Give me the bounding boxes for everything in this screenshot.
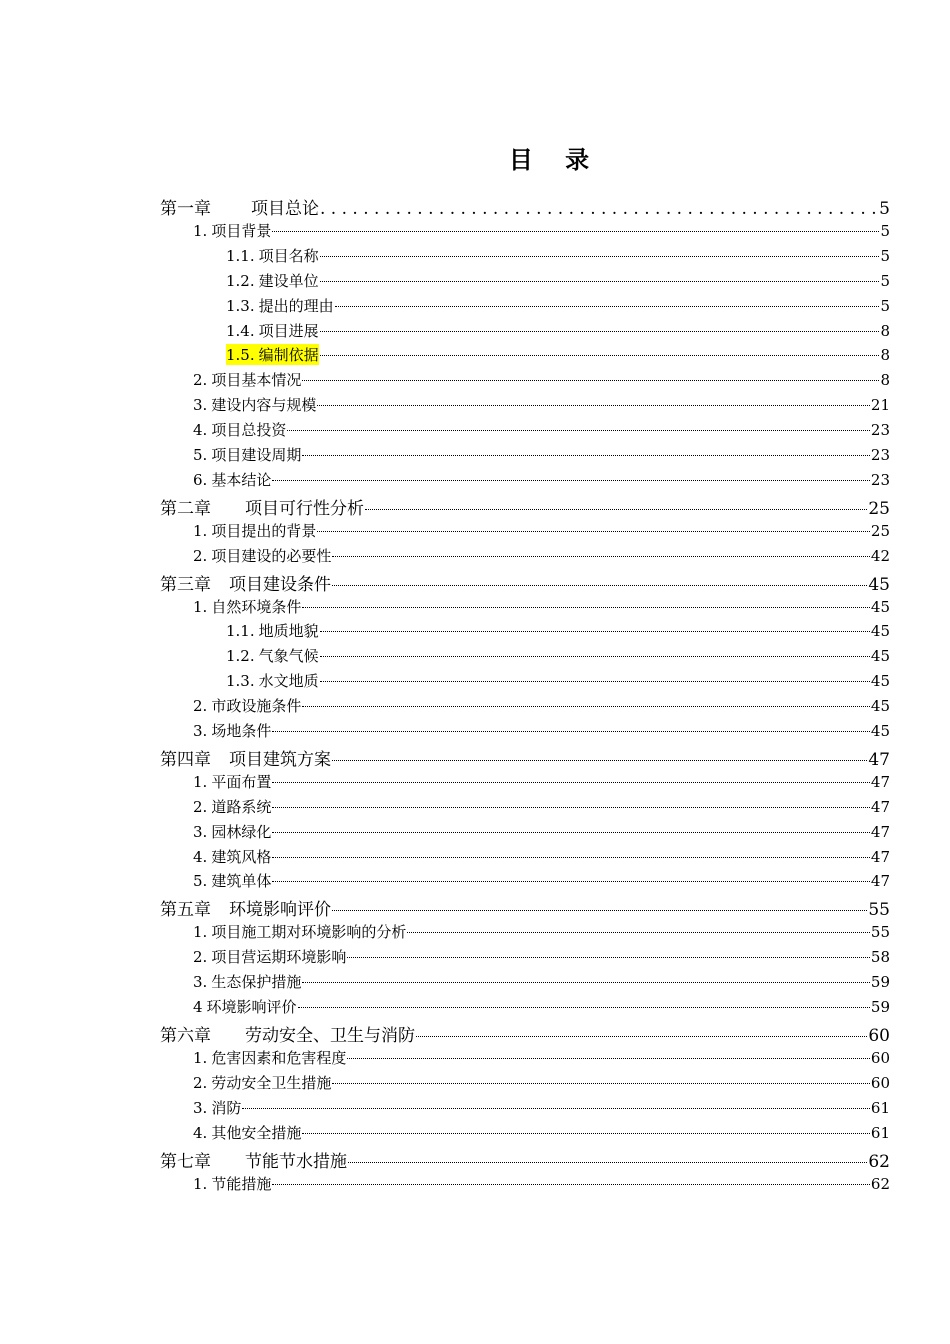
dot-leader bbox=[320, 281, 880, 282]
dot-leader bbox=[302, 1133, 870, 1134]
toc-entry-page-number: 59 bbox=[870, 973, 890, 992]
toc-entry-number: 1. bbox=[193, 1048, 208, 1067]
toc-entry-page-number: 59 bbox=[870, 998, 890, 1017]
toc-entry-page-number: 8 bbox=[880, 346, 890, 365]
toc-entry-title: 消防 bbox=[211, 1098, 242, 1117]
toc-entry-title: 基本结论 bbox=[211, 470, 272, 489]
toc-entry[interactable] bbox=[160, 1021, 890, 1047]
dot-leader bbox=[317, 405, 870, 406]
toc-entry[interactable] bbox=[160, 745, 890, 771]
toc-entry[interactable] bbox=[160, 771, 890, 796]
toc-entry-page-number: 47 bbox=[870, 797, 890, 816]
toc-entry-number: 1.3. bbox=[226, 296, 255, 315]
toc-entry-number: 1.5. bbox=[226, 346, 255, 365]
toc-entry-page-number: 60 bbox=[870, 1048, 890, 1067]
toc-entry[interactable] bbox=[160, 895, 890, 921]
toc-entry-number: 5. bbox=[193, 872, 208, 891]
toc-entry-title: 项目名称 bbox=[258, 246, 319, 265]
toc-entry-title: 提出的理由 bbox=[258, 296, 334, 315]
toc-entry-title: 道路系统 bbox=[211, 797, 272, 816]
toc-entry-label bbox=[193, 946, 346, 967]
toc-entry-label bbox=[226, 645, 319, 666]
dot-leader bbox=[416, 1036, 867, 1037]
toc-entry[interactable] bbox=[160, 695, 890, 720]
dot-leader bbox=[317, 531, 870, 532]
toc-entry-label bbox=[193, 796, 271, 817]
toc-entry-label bbox=[193, 695, 301, 716]
toc-entry-page-number: 60 bbox=[870, 1073, 890, 1092]
toc-entry-label bbox=[226, 344, 319, 365]
toc-entry-label bbox=[160, 1147, 347, 1172]
toc-entry[interactable] bbox=[160, 596, 890, 621]
toc-entry-label bbox=[193, 596, 301, 617]
toc-entry[interactable] bbox=[160, 570, 890, 596]
toc-entry-title: 地质地貌 bbox=[258, 622, 319, 641]
toc-entry-title: 项目可行性分析 bbox=[245, 498, 364, 519]
dot-leader bbox=[272, 807, 870, 808]
toc-entry[interactable] bbox=[160, 394, 890, 419]
toc-entry-number: 1.2. bbox=[226, 647, 255, 666]
toc-entry[interactable] bbox=[160, 220, 890, 245]
toc-entry-title: 园林绿化 bbox=[211, 822, 272, 841]
toc-entry-label bbox=[193, 870, 271, 891]
dot-leader bbox=[335, 306, 880, 307]
toc-entry-number: 1. bbox=[193, 222, 208, 240]
dot-leader bbox=[332, 910, 867, 911]
toc-entry-title: 建筑风格 bbox=[211, 847, 272, 866]
toc-entry-label bbox=[226, 620, 319, 641]
toc-entry[interactable] bbox=[160, 245, 890, 270]
toc-entry-label bbox=[160, 570, 331, 595]
toc-entry-page-number: 21 bbox=[870, 396, 890, 415]
toc-entry-label bbox=[193, 469, 271, 490]
dot-leader bbox=[407, 932, 870, 933]
toc-entry[interactable] bbox=[160, 670, 890, 695]
toc-entry-number: 3. bbox=[193, 973, 208, 992]
toc-entry-page-number: 47 bbox=[870, 822, 890, 841]
dot-leader bbox=[272, 731, 870, 732]
toc-entry-title: 建设单位 bbox=[258, 271, 319, 290]
toc-entry-number: 1. bbox=[193, 597, 208, 616]
toc-entry-number: 1. bbox=[193, 521, 208, 540]
toc-entry-page-number: 25 bbox=[870, 521, 890, 540]
dot-leader bbox=[272, 480, 870, 481]
toc-entry-label bbox=[226, 245, 319, 266]
toc-entry[interactable] bbox=[160, 645, 890, 670]
dot-leader bbox=[332, 585, 867, 586]
dot-leader bbox=[320, 355, 880, 356]
toc-entry-page-number: 61 bbox=[870, 1123, 890, 1142]
toc-entry-page-number: 5 bbox=[880, 296, 890, 315]
toc-entry-page-number: 47 bbox=[870, 847, 890, 866]
toc-entry-page-number: 8 bbox=[880, 321, 890, 340]
toc-entry-title: 其他安全措施 bbox=[211, 1123, 302, 1142]
toc-entry-number: 2. bbox=[193, 797, 208, 816]
toc-entry-page-number: 23 bbox=[870, 421, 890, 440]
toc-entry-label bbox=[226, 670, 319, 691]
toc-entry-title: 项目建设的必要性 bbox=[211, 546, 332, 565]
toc-entry-number: 1. bbox=[193, 772, 208, 791]
toc-entry[interactable] bbox=[160, 971, 890, 996]
toc-entry[interactable] bbox=[160, 1072, 890, 1097]
toc-entry-page-number: 45 bbox=[870, 697, 890, 716]
toc-entry-number: 2. bbox=[193, 948, 208, 967]
toc-entry-page-number: 45 bbox=[870, 672, 890, 691]
dot-leader bbox=[272, 857, 870, 858]
toc-entry[interactable] bbox=[160, 821, 890, 846]
toc-entry-page-number: 5 bbox=[880, 222, 890, 240]
toc-entry[interactable] bbox=[160, 344, 890, 369]
toc-entry-number: 3. bbox=[193, 396, 208, 415]
toc-entry-label bbox=[193, 1122, 301, 1143]
toc-entry-page-number: 61 bbox=[870, 1098, 890, 1117]
toc-entry-title: 自然环境条件 bbox=[211, 597, 302, 616]
toc-entry-title: 节能节水措施 bbox=[245, 1151, 347, 1172]
toc-entry-page-number: 45 bbox=[870, 622, 890, 641]
toc-entry-title: 项目提出的背景 bbox=[211, 521, 317, 540]
toc-entry-label bbox=[193, 520, 316, 541]
toc-entry-label bbox=[160, 745, 331, 770]
dot-leader bbox=[320, 199, 878, 219]
toc-entry-label bbox=[193, 720, 271, 741]
toc-entry-title: 平面布置 bbox=[211, 772, 272, 791]
toc-entry-number: 2. bbox=[193, 371, 208, 390]
toc-entry-page-number: 45 bbox=[870, 647, 890, 666]
dot-leader bbox=[320, 681, 870, 682]
toc-entry[interactable] bbox=[160, 1047, 890, 1072]
toc-entry-title: 项目进展 bbox=[258, 321, 319, 340]
dot-leader bbox=[347, 957, 870, 958]
toc-entry[interactable] bbox=[160, 921, 890, 946]
toc-entry[interactable] bbox=[160, 1122, 890, 1147]
toc-entry-label bbox=[193, 444, 301, 465]
toc-entry-title: 项目建设条件 bbox=[229, 574, 331, 595]
dot-leader bbox=[347, 1058, 870, 1059]
toc-entry-number: 第七章 bbox=[160, 1151, 211, 1172]
toc-entry-label bbox=[160, 1021, 415, 1046]
toc-entry-page-number: 55 bbox=[868, 900, 890, 921]
toc-entry-title: 项目总投资 bbox=[211, 421, 287, 440]
toc-entry-label bbox=[226, 320, 319, 341]
toc-entry-label bbox=[193, 846, 271, 867]
toc-entry-page-number: 5 bbox=[879, 199, 890, 219]
dot-leader bbox=[302, 607, 870, 608]
toc-entry-title: 环境影响评价 bbox=[206, 998, 297, 1017]
dot-leader bbox=[272, 832, 870, 833]
dot-leader bbox=[302, 380, 879, 381]
toc-entry[interactable] bbox=[160, 369, 890, 394]
dot-leader bbox=[302, 455, 870, 456]
toc-entry-page-number: 47 bbox=[870, 772, 890, 791]
dot-leader bbox=[320, 256, 880, 257]
toc-entry-page-number: 47 bbox=[870, 872, 890, 891]
toc-entry[interactable] bbox=[160, 270, 890, 295]
toc-entry-title: 项目建筑方案 bbox=[229, 749, 331, 770]
toc-entry[interactable] bbox=[160, 796, 890, 821]
dot-leader bbox=[365, 509, 867, 510]
dot-leader bbox=[272, 1184, 870, 1185]
toc-entry[interactable] bbox=[160, 620, 890, 645]
toc-entry-title: 节能措施 bbox=[211, 1174, 272, 1193]
toc-entry-label bbox=[193, 394, 316, 415]
toc-entry[interactable] bbox=[160, 545, 890, 570]
toc-entry-page-number: 45 bbox=[870, 722, 890, 741]
toc-entry-title: 气象气候 bbox=[258, 647, 319, 666]
toc-entry-title: 建筑单体 bbox=[211, 872, 272, 891]
toc-entry-number: 第五章 bbox=[160, 900, 211, 921]
toc-entry-number: 3. bbox=[193, 1098, 208, 1117]
toc-entry[interactable] bbox=[160, 194, 890, 220]
toc-entry-label bbox=[193, 1047, 346, 1068]
toc-entry[interactable] bbox=[160, 870, 890, 895]
toc-entry[interactable] bbox=[160, 520, 890, 545]
toc-entry-label bbox=[193, 1173, 271, 1194]
toc-entry-title: 场地条件 bbox=[211, 722, 272, 741]
toc-entry-number: 第六章 bbox=[160, 1025, 211, 1046]
toc-entry-label bbox=[193, 771, 271, 792]
toc-entry-page-number: 5 bbox=[880, 271, 890, 290]
toc-entry-label bbox=[193, 545, 331, 566]
toc-entry-number: 1.4. bbox=[226, 321, 255, 340]
toc-entry-page-number: 45 bbox=[870, 597, 890, 616]
toc-entry-number: 6. bbox=[193, 470, 208, 489]
toc-entry[interactable] bbox=[160, 1147, 890, 1173]
dot-leader bbox=[272, 881, 870, 882]
toc-entry-page-number: 25 bbox=[868, 498, 890, 519]
toc-entry-title: 项目背景 bbox=[211, 222, 272, 240]
table-of-contents bbox=[160, 194, 890, 1197]
toc-entry-page-number: 42 bbox=[870, 546, 890, 565]
toc-entry[interactable] bbox=[160, 720, 890, 745]
toc-entry-number: 2. bbox=[193, 1073, 208, 1092]
dot-leader bbox=[320, 631, 870, 632]
toc-entry-number: 第三章 bbox=[160, 574, 211, 595]
toc-entry-title: 环境影响评价 bbox=[229, 900, 331, 921]
dot-leader bbox=[332, 556, 870, 557]
toc-entry-label bbox=[193, 419, 286, 440]
dot-leader bbox=[272, 231, 879, 232]
toc-entry-number: 1.1. bbox=[226, 246, 255, 265]
toc-entry-number: 1. bbox=[193, 1174, 208, 1193]
dot-leader bbox=[332, 1083, 870, 1084]
toc-entry-page-number: 45 bbox=[868, 574, 890, 595]
toc-entry-title: 劳动安全、卫生与消防 bbox=[245, 1025, 415, 1046]
toc-entry[interactable] bbox=[160, 444, 890, 469]
toc-entry[interactable] bbox=[160, 320, 890, 345]
dot-leader bbox=[302, 982, 870, 983]
toc-entry-number: 2. bbox=[193, 546, 208, 565]
toc-entry[interactable] bbox=[160, 469, 890, 494]
toc-entry-title: 水文地质 bbox=[258, 672, 319, 691]
toc-entry-title: 劳动安全卫生措施 bbox=[211, 1073, 332, 1092]
toc-entry-title: 建设内容与规模 bbox=[211, 396, 317, 415]
toc-entry-number: 4. bbox=[193, 421, 208, 440]
dot-leader bbox=[302, 706, 870, 707]
toc-entry-page-number: 58 bbox=[870, 948, 890, 967]
toc-entry-page-number: 55 bbox=[870, 923, 890, 942]
dot-leader bbox=[320, 656, 870, 657]
toc-entry-label bbox=[193, 821, 271, 842]
dot-leader bbox=[298, 1007, 870, 1008]
toc-entry-number: 2. bbox=[193, 697, 208, 716]
toc-entry-title: 项目基本情况 bbox=[211, 371, 302, 390]
toc-entry-label bbox=[193, 971, 301, 992]
toc-entry-number: 第二章 bbox=[160, 498, 211, 519]
toc-entry-page-number: 60 bbox=[868, 1025, 890, 1046]
toc-entry-label bbox=[193, 220, 271, 241]
toc-entry[interactable] bbox=[160, 419, 890, 444]
dot-leader bbox=[272, 782, 870, 783]
toc-entry-number: 4. bbox=[193, 1123, 208, 1142]
dot-leader bbox=[332, 760, 867, 761]
toc-entry-page-number: 62 bbox=[870, 1174, 890, 1193]
toc-entry-title: 项目营运期环境影响 bbox=[211, 948, 347, 967]
toc-entry-label bbox=[193, 369, 301, 390]
toc-entry-page-number: 23 bbox=[870, 446, 890, 465]
toc-entry-number: 第四章 bbox=[160, 749, 211, 770]
toc-entry-page-number: 5 bbox=[880, 246, 890, 265]
toc-entry-number: 4 bbox=[193, 998, 203, 1017]
toc-entry-label bbox=[193, 1097, 241, 1118]
toc-entry-title: 项目建设周期 bbox=[211, 446, 302, 465]
toc-entry[interactable] bbox=[160, 1097, 890, 1122]
toc-title: 目 录 bbox=[508, 146, 602, 174]
toc-entry-label bbox=[160, 494, 364, 519]
toc-entry[interactable] bbox=[160, 1173, 890, 1198]
toc-entry-number: 1.2. bbox=[226, 271, 255, 290]
toc-entry-title: 生态保护措施 bbox=[211, 973, 302, 992]
toc-entry-title: 编制依据 bbox=[258, 346, 319, 365]
toc-entry-number: 4. bbox=[193, 847, 208, 866]
toc-entry[interactable] bbox=[160, 494, 890, 520]
toc-entry[interactable] bbox=[160, 846, 890, 871]
toc-entry[interactable] bbox=[160, 946, 890, 971]
toc-entry-title: 危害因素和危害程度 bbox=[211, 1048, 347, 1067]
toc-entry-page-number: 23 bbox=[870, 470, 890, 489]
toc-entry-label bbox=[226, 270, 319, 291]
toc-entry-label bbox=[160, 895, 331, 920]
toc-entry-number: 3. bbox=[193, 722, 208, 741]
toc-entry-number: 5. bbox=[193, 446, 208, 465]
toc-entry-page-number: 8 bbox=[880, 371, 890, 390]
toc-entry-title: 市政设施条件 bbox=[211, 697, 302, 716]
toc-entry-label bbox=[226, 295, 334, 316]
toc-entry-label bbox=[160, 194, 319, 219]
toc-entry-title: 项目施工期对环境影响的分析 bbox=[211, 923, 407, 942]
toc-entry-label bbox=[193, 996, 297, 1017]
dot-leader bbox=[320, 331, 880, 332]
dot-leader bbox=[242, 1108, 870, 1109]
toc-entry-page-number: 62 bbox=[868, 1151, 890, 1172]
toc-entry-page-number: 47 bbox=[868, 749, 890, 770]
toc-entry-label bbox=[193, 1072, 331, 1093]
toc-entry-number: 1.3. bbox=[226, 672, 255, 691]
toc-entry-number: 1. bbox=[193, 923, 208, 942]
toc-entry-number: 3. bbox=[193, 822, 208, 841]
dot-leader bbox=[287, 430, 870, 431]
toc-entry[interactable] bbox=[160, 996, 890, 1021]
toc-entry-label bbox=[193, 921, 406, 942]
toc-entry-title: 项目总论 bbox=[251, 199, 319, 219]
dot-leader bbox=[348, 1162, 867, 1163]
toc-entry-number: 1.1. bbox=[226, 622, 255, 641]
toc-entry[interactable] bbox=[160, 295, 890, 320]
toc-entry-number: 第一章 bbox=[160, 199, 211, 219]
